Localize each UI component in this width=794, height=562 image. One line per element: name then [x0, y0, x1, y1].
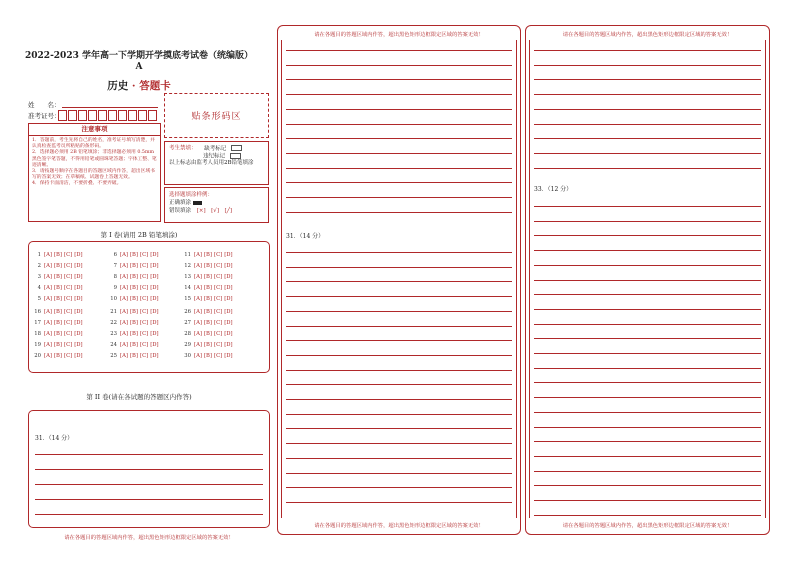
mc-question-row: [33, 309, 85, 315]
right-answer-area: [529, 40, 766, 518]
answer-line[interactable]: [534, 250, 761, 251]
mc-question-row: [109, 353, 161, 359]
mc-option-bubble[interactable]: [A]: [120, 353, 128, 359]
mc-question-number: 13: [184, 274, 191, 280]
mc-option-bubble[interactable]: [D]: [224, 320, 233, 326]
mc-option-bubble[interactable]: [B]: [129, 309, 138, 315]
mc-option-bubble[interactable]: [A]: [44, 309, 52, 315]
mc-option-bubble[interactable]: [D]: [150, 274, 159, 280]
mc-question-row: [33, 285, 85, 291]
card-name: 答题卡: [139, 80, 171, 92]
answer-line[interactable]: [286, 212, 512, 213]
subject-name: 历史: [107, 80, 129, 92]
mc-question-row: [33, 296, 85, 302]
mc-option-bubble[interactable]: [D]: [150, 285, 159, 291]
id-label: 准考证号：: [28, 112, 61, 120]
mc-question-number: 8: [113, 274, 117, 280]
mc-option-bubble[interactable]: [C]: [64, 252, 73, 258]
mc-question-number: 14: [184, 285, 191, 291]
answer-line[interactable]: [534, 109, 761, 110]
mc-option-bubble[interactable]: [B]: [129, 320, 138, 326]
mc-question-row: [109, 274, 161, 280]
answer-line[interactable]: [534, 500, 761, 501]
mc-question-number: 26: [184, 309, 191, 315]
mc-question-row: [33, 353, 85, 359]
mc-option-bubble[interactable]: [C]: [214, 320, 223, 326]
name-label: 姓 名：: [28, 101, 61, 109]
mc-option-bubble[interactable]: [A]: [120, 309, 128, 315]
answer-line[interactable]: [286, 50, 512, 51]
mc-question-number: 30: [184, 353, 191, 359]
answer-line[interactable]: [286, 458, 512, 459]
mc-option-bubble[interactable]: [C]: [214, 353, 223, 359]
warning-text: 请在各题目的答题区域内作答，超出黑色矩形边框限定区域的答案无效！: [562, 32, 733, 38]
answer-line[interactable]: [286, 384, 512, 385]
answer-line[interactable]: [286, 182, 512, 183]
wrong-fill-samples: [×] [√] [╱]: [196, 208, 233, 214]
mc-option-bubble[interactable]: [B]: [129, 296, 138, 302]
answer-line[interactable]: [35, 454, 263, 455]
answer-line[interactable]: [286, 79, 512, 80]
answer-line[interactable]: [286, 124, 512, 125]
mc-question-number: 27: [184, 320, 191, 326]
mc-option-bubble[interactable]: [C]: [64, 285, 73, 291]
mc-option-bubble[interactable]: [C]: [64, 342, 73, 348]
mc-question-number: 28: [184, 331, 191, 337]
mc-question-row: [109, 296, 161, 302]
mc-option-bubble[interactable]: [B]: [203, 252, 212, 258]
mc-option-bubble[interactable]: [B]: [53, 296, 62, 302]
mc-question-number: 19: [34, 342, 41, 348]
answer-line[interactable]: [286, 252, 512, 253]
mc-question-row: [183, 252, 235, 258]
answer-line[interactable]: [286, 370, 512, 371]
mc-option-bubble[interactable]: [A]: [44, 331, 52, 337]
answer-line[interactable]: [35, 469, 263, 470]
mc-option-bubble[interactable]: [A]: [120, 252, 128, 258]
mc-option-bubble[interactable]: [D]: [74, 331, 83, 337]
mc-question-row: [183, 320, 235, 326]
mc-option-bubble[interactable]: [C]: [214, 309, 223, 315]
marks-note: 以上标志由监考人员用2B铅笔填涂: [169, 160, 254, 166]
mc-question-row: [33, 331, 85, 337]
mc-option-bubble[interactable]: [A]: [44, 285, 52, 291]
mc-question-row: [183, 342, 235, 348]
mc-option-bubble[interactable]: [D]: [224, 296, 233, 302]
absent-label: 考生禁填：: [169, 145, 197, 152]
mc-question-row: [109, 320, 161, 326]
mc-option-bubble[interactable]: [A]: [194, 263, 202, 269]
mc-question-row: [183, 353, 235, 359]
mc-option-bubble[interactable]: [B]: [53, 309, 62, 315]
mc-question-number: 21: [110, 309, 117, 315]
correct-fill-label: 正确填涂: [169, 200, 192, 206]
absent-mark-box[interactable]: [231, 145, 242, 151]
exam-title: 2022-2023 学年高一下学期开学摸底考试卷（统编版）: [25, 51, 253, 61]
answer-line[interactable]: [534, 79, 761, 80]
question-31-label: 31．（14 分）: [35, 435, 74, 442]
answer-line[interactable]: [534, 138, 761, 139]
mc-option-bubble[interactable]: [D]: [224, 263, 233, 269]
warning-text: 请在各题目的答题区域内作答，超出黑色矩形边框限定区域的答案无效！: [314, 523, 484, 529]
mc-option-bubble[interactable]: [A]: [44, 320, 52, 326]
mc-option-bubble[interactable]: [D]: [224, 353, 233, 359]
mc-option-bubble[interactable]: [C]: [140, 252, 149, 258]
answer-line[interactable]: [286, 473, 512, 474]
mc-option-bubble[interactable]: [B]: [53, 252, 62, 258]
mc-option-bubble[interactable]: [B]: [129, 342, 138, 348]
answer-line[interactable]: [35, 499, 263, 500]
middle-answer-area: [281, 40, 517, 518]
mc-question-number: 3: [37, 274, 41, 280]
mc-option-bubble[interactable]: [A]: [194, 309, 202, 315]
answer-line[interactable]: [534, 412, 761, 413]
mc-question-row: [109, 331, 161, 337]
answer-line[interactable]: [286, 94, 512, 95]
mc-option-bubble[interactable]: [A]: [44, 353, 52, 359]
answer-line[interactable]: [534, 456, 761, 457]
mc-question-row: [183, 296, 235, 302]
mc-question-number: 9: [113, 285, 117, 291]
wrong-fill-label: 错误填涂: [169, 208, 192, 214]
answer-line[interactable]: [286, 153, 512, 154]
mc-question-number: 17: [34, 320, 41, 326]
subject-heading: [0, 78, 278, 93]
answer-line[interactable]: [534, 397, 761, 398]
mc-question-row: [109, 252, 161, 258]
mc-option-bubble[interactable]: [B]: [129, 263, 138, 269]
notice-item: 3．请按题号顺序在各题目的答题区域内作答，超出区域书写的答案无效；在草稿纸、试题卷上答题无效。: [32, 169, 155, 181]
warning-text: 请在各题目的答题区域内作答，超出黑色矩形边框限定区域的答案无效！: [314, 32, 484, 38]
answer-line[interactable]: [35, 514, 263, 515]
mc-question-row: [33, 252, 85, 258]
mc-option-bubble[interactable]: [B]: [129, 274, 138, 280]
answer-line[interactable]: [286, 326, 512, 327]
mc-question-number: 15: [184, 296, 191, 302]
mc-option-bubble[interactable]: [C]: [140, 331, 149, 337]
section2-title: 第 II 卷(请在各试题的答题区内作答): [86, 393, 192, 401]
mc-option-bubble[interactable]: [C]: [140, 296, 149, 302]
mc-option-bubble[interactable]: [D]: [150, 320, 159, 326]
mc-question-number: 5: [37, 296, 41, 302]
marks-box: [164, 141, 269, 185]
answer-line[interactable]: [534, 280, 761, 281]
mc-question-row: [183, 331, 235, 337]
mc-option-bubble[interactable]: [C]: [64, 263, 73, 269]
mc-option-bubble[interactable]: [B]: [129, 331, 138, 337]
mc-option-bubble[interactable]: [A]: [194, 252, 202, 258]
mc-question-row: [33, 342, 85, 348]
mc-question-row: [109, 309, 161, 315]
answer-line[interactable]: [534, 168, 761, 169]
answer-line[interactable]: [534, 427, 761, 428]
answer-line[interactable]: [534, 265, 761, 266]
mc-option-bubble[interactable]: [D]: [224, 342, 233, 348]
mc-option-bubble[interactable]: [C]: [64, 274, 73, 280]
answer-line[interactable]: [286, 65, 512, 66]
answer-line[interactable]: [286, 399, 512, 400]
mc-option-bubble[interactable]: [B]: [53, 263, 62, 269]
mc-option-bubble[interactable]: [D]: [150, 331, 159, 337]
mc-option-bubble[interactable]: [C]: [140, 309, 149, 315]
answer-line[interactable]: [286, 355, 512, 356]
mc-option-bubble[interactable]: [C]: [140, 342, 149, 348]
mc-option-bubble[interactable]: [B]: [53, 285, 62, 291]
mc-option-bubble[interactable]: [A]: [194, 331, 202, 337]
barcode-area: 贴条形码区: [164, 93, 269, 138]
mc-option-bubble[interactable]: [C]: [214, 342, 223, 348]
mc-option-bubble[interactable]: [D]: [150, 296, 159, 302]
mc-option-bubble[interactable]: [A]: [120, 274, 128, 280]
mc-option-bubble[interactable]: [A]: [44, 296, 52, 302]
answer-line[interactable]: [286, 414, 512, 415]
mc-option-bubble[interactable]: [B]: [53, 331, 62, 337]
answer-line[interactable]: [534, 441, 761, 442]
mc-question-number: 29: [184, 342, 191, 348]
mc-option-bubble[interactable]: [C]: [140, 263, 149, 269]
mc-option-bubble[interactable]: [D]: [74, 274, 83, 280]
answer-line[interactable]: [286, 281, 512, 282]
answer-line[interactable]: [286, 138, 512, 139]
mc-question-row: [33, 274, 85, 280]
answer-line[interactable]: [286, 267, 512, 268]
multiple-choice-box: [28, 241, 270, 373]
answer-line[interactable]: [286, 197, 512, 198]
mc-option-bubble[interactable]: [D]: [224, 285, 233, 291]
mc-option-bubble[interactable]: [C]: [214, 274, 223, 280]
correct-fill-sample: [193, 201, 202, 205]
mc-question-number: 20: [34, 353, 41, 359]
notice-heading: 注意事项: [29, 124, 160, 136]
mc-question-number: 16: [34, 309, 41, 315]
mc-question-row: [33, 320, 85, 326]
mc-option-bubble[interactable]: [A]: [120, 285, 128, 291]
mc-option-bubble[interactable]: [A]: [120, 331, 128, 337]
mc-option-bubble[interactable]: [A]: [44, 252, 52, 258]
answer-line[interactable]: [534, 368, 761, 369]
mc-option-bubble[interactable]: [A]: [44, 263, 52, 269]
absent-mark-label: 缺考标记: [204, 145, 227, 152]
notice-item: 1．答题前，考生先将自己的姓名，准考证号填写清楚，并认真检查监考员所粘贴的条形码。: [32, 138, 155, 150]
mc-option-bubble[interactable]: [A]: [194, 320, 202, 326]
mc-option-bubble[interactable]: [C]: [214, 285, 223, 291]
mc-question-number: 4: [37, 285, 41, 291]
mc-question-row: [109, 263, 161, 269]
mc-option-bubble[interactable]: [A]: [194, 296, 202, 302]
mc-option-bubble[interactable]: [A]: [194, 274, 202, 280]
mc-option-bubble[interactable]: [D]: [224, 309, 233, 315]
mc-option-bubble[interactable]: [C]: [140, 274, 149, 280]
violation-mark-label: 违纪标记: [203, 153, 226, 159]
mc-option-bubble[interactable]: [C]: [64, 353, 73, 359]
mc-option-bubble[interactable]: [B]: [203, 331, 212, 337]
mc-option-bubble[interactable]: [C]: [140, 353, 149, 359]
mc-question-number: 7: [113, 263, 117, 269]
mc-question-number: 23: [110, 331, 117, 337]
mc-question-number: 6: [113, 252, 117, 258]
mc-option-bubble[interactable]: [B]: [203, 320, 212, 326]
mc-option-bubble[interactable]: [D]: [74, 309, 83, 315]
notice-item: 2．选择题必须用 2B 铅笔填涂；非选择题必须用 0.5mm 黑色签字笔答题，不得用铅笔或圆珠笔答题；字体工整、笔迹清晰。: [32, 150, 157, 168]
answer-line[interactable]: [286, 443, 512, 444]
mc-option-bubble[interactable]: [A]: [194, 285, 202, 291]
mc-option-bubble[interactable]: [B]: [203, 274, 212, 280]
mc-option-bubble[interactable]: [B]: [203, 263, 212, 269]
answer-line[interactable]: [534, 124, 761, 125]
mc-option-bubble[interactable]: [D]: [150, 309, 159, 315]
answer-line[interactable]: [534, 206, 761, 207]
mc-option-bubble[interactable]: [B]: [203, 353, 212, 359]
answer-line[interactable]: [534, 515, 761, 516]
violation-mark-box[interactable]: [230, 153, 241, 159]
mc-question-row: [109, 285, 161, 291]
mc-option-bubble[interactable]: [C]: [64, 320, 73, 326]
mc-option-bubble[interactable]: [C]: [214, 263, 223, 269]
answer-line[interactable]: [286, 340, 512, 341]
mc-option-bubble[interactable]: [D]: [150, 263, 159, 269]
section1-title: 第 I 卷(请用 2B 铅笔填涂): [100, 231, 178, 239]
mc-question-number: 18: [34, 331, 41, 337]
mc-option-bubble[interactable]: [D]: [74, 320, 83, 326]
mc-option-bubble[interactable]: [B]: [203, 342, 212, 348]
mc-option-bubble[interactable]: [A]: [120, 296, 128, 302]
answer-line[interactable]: [534, 65, 761, 66]
mc-question-row: [183, 309, 235, 315]
mc-option-bubble[interactable]: [A]: [120, 342, 128, 348]
mc-option-bubble[interactable]: [A]: [194, 353, 202, 359]
mc-question-number: 2: [37, 263, 41, 269]
answer-line[interactable]: [286, 487, 512, 488]
mc-option-bubble[interactable]: [A]: [44, 274, 52, 280]
answer-line[interactable]: [534, 324, 761, 325]
mc-option-bubble[interactable]: [B]: [129, 285, 138, 291]
mc-option-bubble[interactable]: [A]: [120, 320, 128, 326]
mc-question-row: [183, 285, 235, 291]
answer-line[interactable]: [286, 296, 512, 297]
question-33-label: 33．（12 分）: [534, 186, 573, 193]
mc-option-bubble[interactable]: [A]: [120, 263, 128, 269]
mc-question-number: 11: [184, 252, 191, 258]
mc-option-bubble[interactable]: [D]: [74, 353, 83, 359]
answer-line[interactable]: [534, 309, 761, 310]
subject-separator: ·: [131, 80, 136, 92]
mc-question-number: 10: [110, 296, 117, 302]
example-box: [164, 187, 269, 223]
mc-option-bubble[interactable]: [C]: [214, 296, 223, 302]
mc-option-bubble[interactable]: [C]: [140, 285, 149, 291]
mc-option-bubble[interactable]: [D]: [224, 252, 233, 258]
name-field[interactable]: [62, 107, 158, 108]
mc-option-bubble[interactable]: [C]: [64, 296, 73, 302]
mc-option-bubble[interactable]: [C]: [214, 331, 223, 337]
answer-line[interactable]: [286, 502, 512, 503]
mc-option-bubble[interactable]: [B]: [203, 296, 212, 302]
answer-line[interactable]: [534, 485, 761, 486]
mc-option-bubble[interactable]: [C]: [64, 331, 73, 337]
question-31-box: [28, 410, 270, 528]
mc-question-row: [33, 263, 85, 269]
id-number-boxes[interactable]: [58, 110, 158, 121]
mc-option-bubble[interactable]: [D]: [150, 353, 159, 359]
answer-line[interactable]: [534, 471, 761, 472]
mc-option-bubble[interactable]: [D]: [74, 263, 83, 269]
answer-line[interactable]: [534, 382, 761, 383]
mc-option-bubble[interactable]: [C]: [140, 320, 149, 326]
answer-line[interactable]: [286, 168, 512, 169]
mc-option-bubble[interactable]: [B]: [53, 342, 62, 348]
mc-option-bubble[interactable]: [A]: [194, 342, 202, 348]
mc-option-bubble[interactable]: [D]: [74, 342, 83, 348]
mc-option-bubble[interactable]: [A]: [44, 342, 52, 348]
mc-option-bubble[interactable]: [D]: [224, 274, 233, 280]
mc-option-bubble[interactable]: [C]: [214, 252, 223, 258]
mc-option-bubble[interactable]: [B]: [53, 320, 62, 326]
mc-option-bubble[interactable]: [B]: [203, 285, 212, 291]
answer-line[interactable]: [534, 221, 761, 222]
mc-option-bubble[interactable]: [C]: [64, 309, 73, 315]
warning-text: 请在各题目的答题区域内作答，超出黑色矩形边框限定区域的答案无效！: [64, 535, 234, 541]
question-32-label: 31．（14 分）: [286, 233, 325, 240]
mc-question-number: 22: [110, 320, 117, 326]
mc-question-number: 25: [110, 353, 117, 359]
mc-question-number: 24: [110, 342, 117, 348]
version-label: A: [135, 62, 143, 72]
mc-question-row: [109, 342, 161, 348]
answer-line[interactable]: [534, 353, 761, 354]
mc-option-bubble[interactable]: [B]: [53, 353, 62, 359]
answer-line[interactable]: [534, 50, 761, 51]
mc-question-number: 1: [37, 252, 41, 258]
mc-option-bubble[interactable]: [D]: [74, 296, 83, 302]
answer-line[interactable]: [534, 294, 761, 295]
answer-line[interactable]: [286, 311, 512, 312]
answer-line[interactable]: [534, 235, 761, 236]
answer-line[interactable]: [534, 338, 761, 339]
notice-box: [28, 123, 161, 222]
mc-option-bubble[interactable]: [B]: [129, 252, 138, 258]
mc-option-bubble[interactable]: [D]: [74, 252, 83, 258]
answer-line[interactable]: [286, 109, 512, 110]
answer-line[interactable]: [534, 94, 761, 95]
mc-option-bubble[interactable]: [D]: [150, 252, 159, 258]
mc-option-bubble[interactable]: [B]: [129, 353, 138, 359]
mc-question-number: 12: [184, 263, 191, 269]
warning-text: 请在各题目的答题区域内作答，超出黑色矩形边框限定区域的答案无效！: [562, 523, 733, 529]
mc-option-bubble[interactable]: [D]: [224, 331, 233, 337]
mc-option-bubble[interactable]: [B]: [203, 309, 212, 315]
mc-question-row: [183, 263, 235, 269]
mc-option-bubble[interactable]: [D]: [74, 285, 83, 291]
notice-item: 4．保持卡面清洁，不要折叠、不要弄破。: [32, 181, 122, 187]
answer-line[interactable]: [286, 428, 512, 429]
mc-option-bubble[interactable]: [B]: [53, 274, 62, 280]
mc-question-row: [183, 274, 235, 280]
answer-line[interactable]: [35, 484, 263, 485]
answer-line[interactable]: [534, 153, 761, 154]
example-title: 选择题填涂样例：: [169, 192, 214, 198]
mc-option-bubble[interactable]: [D]: [150, 342, 159, 348]
